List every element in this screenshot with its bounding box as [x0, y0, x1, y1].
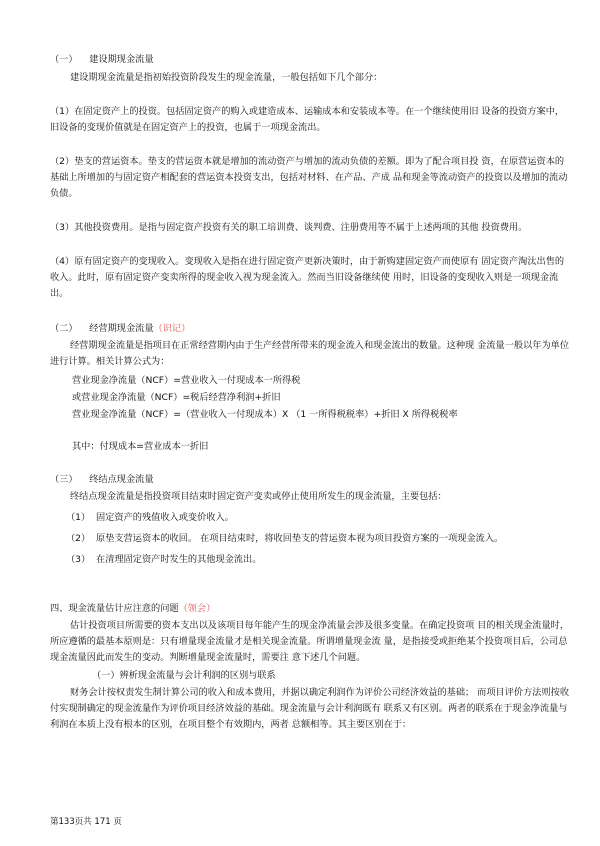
paragraph-other-costs: （3）其他投资费用。是指与固定资产投资有关的职工培训费、谈判费、注册费用等不属于上述两项的其他 投资费用。 — [50, 222, 528, 233]
formula-ncf-3: 营业现金净流量（NCF）=（营业收入一付现成本）X （1 一所得税税率）+折旧 X 所得税税率 — [72, 409, 458, 420]
list-item-working-capital-recovery: （2） 原垫支营运资本的收回。 在项目结束时，将收回垫支的营运资本视为项目投资方案的一项现金流入。 — [66, 533, 504, 544]
comprehension-tag: （领会） — [178, 603, 216, 614]
paragraph-disposal-income: （4）原有固定资产的变现收入。变现收入是指在进行固定资产更新决策时，由于新购建固定资产而使原有 固定资产淘汰出售的收入。此时，原有固定资产变卖所得的现金收入视为现金流入。然而当旧设备继续使 用时，旧设备的变现收入则是一项现金流出。 — [50, 256, 565, 299]
page-footer: 第133页共 171 页 — [50, 817, 122, 827]
construction-intro: 建设期现金流量是指初始投资阶段发生的现金流量，一般包括如下几个部分： — [70, 72, 383, 83]
formula-ncf-2: 或营业现金净流量（NCF）=税后经营净利润+折旧 — [72, 392, 281, 403]
operating-intro: 经营期现金流量是指项目在正常经营期内由于生产经营所带来的现金流入和现金流出的数量。这种现 金流量一般以年为单位进行计算。相关计算公式为： — [50, 340, 570, 367]
list-item-salvage: （1） 固定资产的残值收入或变价收入。 — [66, 512, 234, 523]
section-heading-terminal: （三） 终结点现金流量 — [50, 474, 154, 485]
formula-note: 其中：付现成本=营业成本一折旧 — [72, 441, 209, 452]
paragraph-incremental-cash-flow: 估计投资项目所需要的资本支出以及该项目每年能产生的现金净流量会涉及很多变量。在确定投资项 目的相关现金流量时，所应遵循的最基本原则是：只有增量现金流量才是相关现金流量。所谓增量现金流 量，是指接受或拒绝某个投资项目后，公司总现金流量因此而发生的变动。判断增量现金流量时，需要注 意下述几个问题。 — [50, 620, 570, 663]
paragraph-profit-vs-cash: 财务会计按权责发生制计算公司的收入和成本费用，并据以确定利润作为评价公司经济效益的基础； 而项目评价方法则按收付实现制确定的现金流量作为评价项目经济效益的基础。现金流量与会计利润既有 联系又有区别。两者的联系在于现金净流量与利润在本质上没有根本的区别，在项目整个有效期内，两者 总额相等。其主要区别在于： — [50, 687, 570, 730]
paragraph-working-capital: （2）垫支的营运资本。垫支的营运资本就是增加的流动资产与增加的流动负债的差额。即为了配合项目投 资，在原营运资本的基础上所增加的与固定资产相配套的营运资本投资支出，包括对材料、在产品、产成 品和现金等流动资产的投资以及增加的流动负债。 — [50, 156, 568, 199]
chapter-heading-issues — [50, 601, 570, 617]
heading-text: （二） 经营期现金流量 — [50, 323, 154, 334]
section-heading-construction: （一） 建设期现金流量 — [50, 54, 154, 65]
terminal-intro: 终结点现金流量是指投资项目结束时固定资产变卖或停止使用所发生的现金流量，主要包括： — [70, 491, 447, 502]
list-item-other-outflows: （3） 在清理固定资产时发生的其他现金流出。 — [66, 554, 262, 565]
sub-heading-profit-vs-cash: （一）辨析现金流量与会计利润的区别与联系 — [92, 670, 276, 681]
study-tag: （识记） — [153, 323, 191, 334]
section-heading-operating — [50, 321, 570, 337]
paragraph-fixed-asset-investment: （1）在固定资产上的投资。包括固定资产的购入或建造成本、运输成本和安装成本等。在一个继续使用旧 设备的投资方案中，旧设备的变现价值就是在固定资产上的投资，也属于一项现金流出。 — [50, 106, 565, 133]
formula-ncf-1: 营业现金净流量（NCF）=营业收入一付现成本一所得税 — [72, 375, 301, 386]
heading-text: 四、现金流量估计应注意的问题 — [50, 603, 179, 614]
